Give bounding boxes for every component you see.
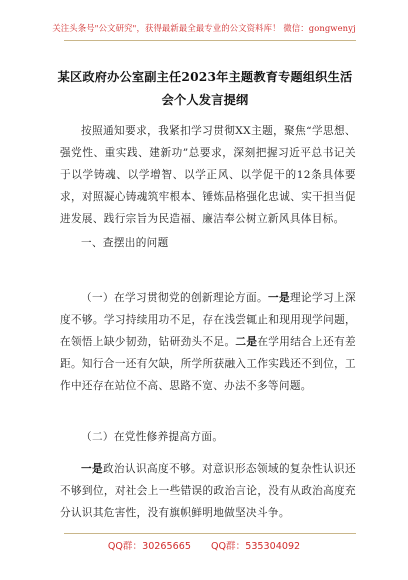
document-title: 某区政府办公室副主任2023年主题教育专题组织生活会个人发言提纲 [57, 70, 353, 107]
item2-lead1: 一是 [81, 463, 104, 475]
item2-paragraph [60, 458, 356, 524]
intro-paragraph: 按照通知要求，我紧扣学习贯彻XX主题，聚焦“学思想、强党性、重实践、建新功”总要求，深刻把握习近平总书记关于以学铸魂、以学增智、以学正风、以学促干的12条具体要求，对照凝心铸魂筑牢根本、锤炼品格强化忠诚、实干担当促进发展、践行宗旨为民造福、廉洁奉公树立新风具体目标。 [60, 125, 356, 225]
item1-text1: 理论学习上深度不够。学习持续用功不足，存在浅尝辄止和现用现学问题，在领悟上缺少韧劲，钻研劲头不足。 [60, 292, 356, 348]
section-heading: 一、查摆出的问题 [81, 237, 169, 249]
footer [0, 538, 408, 552]
footer-qq-group-2: QQ群：535304092 [210, 541, 301, 552]
item2-heading: （二）在党性修养提高方面。 [81, 431, 224, 443]
item1-heading: （一）在学习贯彻党的创新理论方面。 [81, 292, 269, 304]
bottom-divider [64, 533, 356, 534]
item1-lead2: 二是 [235, 336, 258, 348]
footer-qq-group-1: QQ群：30265665 [107, 541, 191, 552]
item1-text2: 在学用结合上还有差距。知行合一还有欠缺，所学所获融入工作实践还不到位，工作中还存在站位不高、思路不宽、办法不多等问题。 [60, 336, 356, 392]
item2-text1: 政治认识高度不够。对意识形态领域的复杂性认识还不够到位，对社会上一些错误的政治言论，没有从政治高度充分认识其危害性，没有旗帜鲜明地做坚决斗争。 [60, 463, 356, 519]
top-divider [64, 40, 356, 41]
item1-lead1: 一是 [268, 292, 291, 304]
item1-paragraph [60, 287, 356, 397]
top-banner: 关注头条号"公文研究"，获得最新最全最专业的公文资料库！ 微信：gongwenyj [52, 23, 356, 33]
